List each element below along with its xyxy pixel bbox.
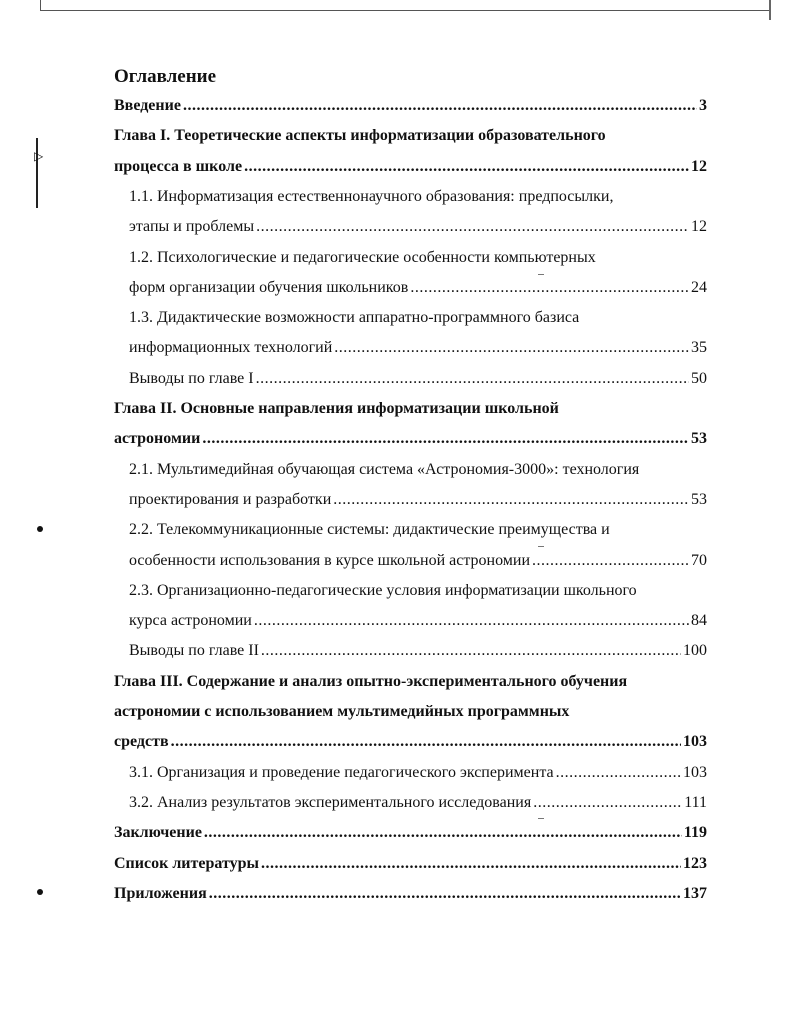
punch-hole-dot [37, 526, 43, 532]
dot-leader [556, 759, 681, 787]
toc-page-number: 111 [684, 793, 707, 811]
toc-entry [114, 819, 707, 847]
toc-entry [114, 850, 707, 878]
toc-page-number: 12 [691, 218, 707, 236]
toc-page-number: 103 [683, 733, 707, 751]
toc-entry [129, 213, 707, 241]
toc-page-number: 123 [683, 854, 707, 872]
toc-entry-text: Глава I. Теоретические аспекты информатизации образовательного [114, 127, 606, 145]
toc-entry [129, 334, 707, 362]
toc-entry-row [129, 607, 707, 635]
toc-entry-text: 2.2. Телекоммуникационные системы: дидактические преимущества и [129, 521, 610, 539]
dot-leader [533, 789, 682, 817]
toc-entry [129, 365, 707, 393]
toc-entry [129, 274, 707, 302]
dot-leader [334, 334, 689, 362]
toc-page-number: 50 [691, 369, 707, 387]
toc-entry [114, 92, 707, 120]
toc-entry-row [129, 274, 707, 302]
dot-leader [261, 637, 681, 665]
toc-entry-row [114, 425, 707, 453]
toc-entry-row [114, 880, 707, 908]
toc-entry-text: Глава II. Основные направления информатизации школьной [114, 400, 559, 417]
toc-entry-text: Приложения [114, 884, 207, 902]
toc-entry-text: процесса в школе [114, 157, 243, 175]
toc-entry [114, 728, 707, 756]
toc-entry [129, 637, 707, 665]
toc-entry-text: 2.1. Мультимедийная обучающая система «Астрономия-3000»: технология [129, 460, 640, 478]
toc-entry-row [114, 850, 707, 878]
scan-edge-right [769, 0, 771, 20]
toc-entry-row [129, 213, 707, 241]
toc-entry-text: особенности использования в курсе школьной астрономии [129, 551, 531, 569]
toc-entry-text: Выводы по главе II [129, 642, 259, 660]
toc-entry-text: 1.2. Психологические и педагогические особенности компьютерных [129, 248, 596, 266]
toc-page-number: 100 [683, 642, 707, 660]
toc-entry [129, 547, 707, 575]
toc-entry-text: 3.1. Организация и проведение педагогического эксперимента [129, 763, 554, 781]
toc-entry-text: 2.3. Организационно-педагогические условия информатизации школьного [129, 581, 637, 599]
dot-leader [333, 486, 689, 514]
toc-entry-text: форм организации обучения школьников [129, 278, 409, 296]
toc-entry-row [129, 547, 707, 575]
toc-entry [129, 486, 707, 514]
dot-leader [261, 850, 681, 878]
toc-entry-row [129, 789, 707, 817]
toc-entry [129, 789, 707, 817]
toc-entry-row [129, 334, 707, 362]
toc-entry-text: 1.1. Информатизация естественнонаучного образования: предпосылки, [129, 187, 614, 205]
dot-leader [183, 92, 697, 120]
toc-entry-text: этапы и проблемы [129, 218, 255, 236]
dot-leader [256, 365, 689, 393]
dot-leader [202, 425, 689, 453]
toc-entry-text: Выводы по главе I [129, 369, 254, 387]
toc-page-number: 137 [683, 884, 707, 902]
toc-entry-text: курса астрономии [129, 612, 252, 630]
toc-entry-text: 3.2. Анализ результатов экспериментального исследования [129, 793, 532, 811]
punch-hole-dot [37, 889, 43, 895]
arrow-mark-icon: ▷ [34, 149, 44, 163]
toc-entry-row [114, 819, 707, 847]
toc-page-number: 35 [691, 339, 707, 357]
toc-entry-text: астрономии с использованием мультимедийных программных [114, 703, 570, 720]
dot-leader [254, 607, 689, 635]
dot-leader [209, 880, 681, 908]
toc-entry-row [129, 486, 707, 514]
toc-entry-row [114, 728, 707, 756]
toc-entry-row [114, 92, 707, 120]
toc-page-number: 24 [691, 278, 707, 296]
dot-leader [171, 728, 681, 756]
dot-leader [410, 274, 689, 302]
toc-entry [129, 759, 707, 787]
dot-leader [532, 547, 689, 575]
toc-page-number: 119 [683, 824, 707, 842]
toc-entry [114, 425, 707, 453]
toc-page-number: 70 [691, 551, 707, 569]
toc-entry-row [129, 637, 707, 665]
toc-page-number: 103 [683, 763, 707, 781]
toc-page-number: 53 [691, 430, 707, 448]
scan-edge-top [40, 0, 770, 11]
toc-entry-row [114, 153, 707, 181]
toc-page-number: 3 [699, 97, 707, 114]
toc-entry-text: проектирования и разработки [129, 490, 332, 508]
toc-entry-text: 1.3. Дидактические возможности аппаратно-программного базиса [129, 309, 580, 327]
toc-entry-text: Введение [114, 97, 181, 114]
toc-entry-text: Заключение [114, 824, 202, 842]
toc-entry-row [129, 759, 707, 787]
toc-entry-text: астрономии [114, 430, 201, 448]
toc-page-number: 12 [691, 157, 707, 175]
toc-entry-text: Глава III. Содержание и анализ опытно-экспериментального обучения [114, 672, 628, 690]
toc-entry-text: информационных технологий [129, 339, 333, 357]
toc-entry [114, 153, 707, 181]
dot-leader [204, 819, 682, 847]
toc-entry [129, 607, 707, 635]
toc-entry-text: Список литературы [114, 854, 259, 872]
dot-leader [256, 213, 689, 241]
toc-entry [114, 880, 707, 908]
toc-page-number: 84 [691, 612, 707, 630]
toc-entry-row [129, 365, 707, 393]
dot-leader [244, 153, 689, 181]
toc-page-number: 53 [691, 490, 707, 508]
toc-entry-text: средств [114, 733, 169, 751]
page-title: Оглавление [114, 66, 217, 87]
